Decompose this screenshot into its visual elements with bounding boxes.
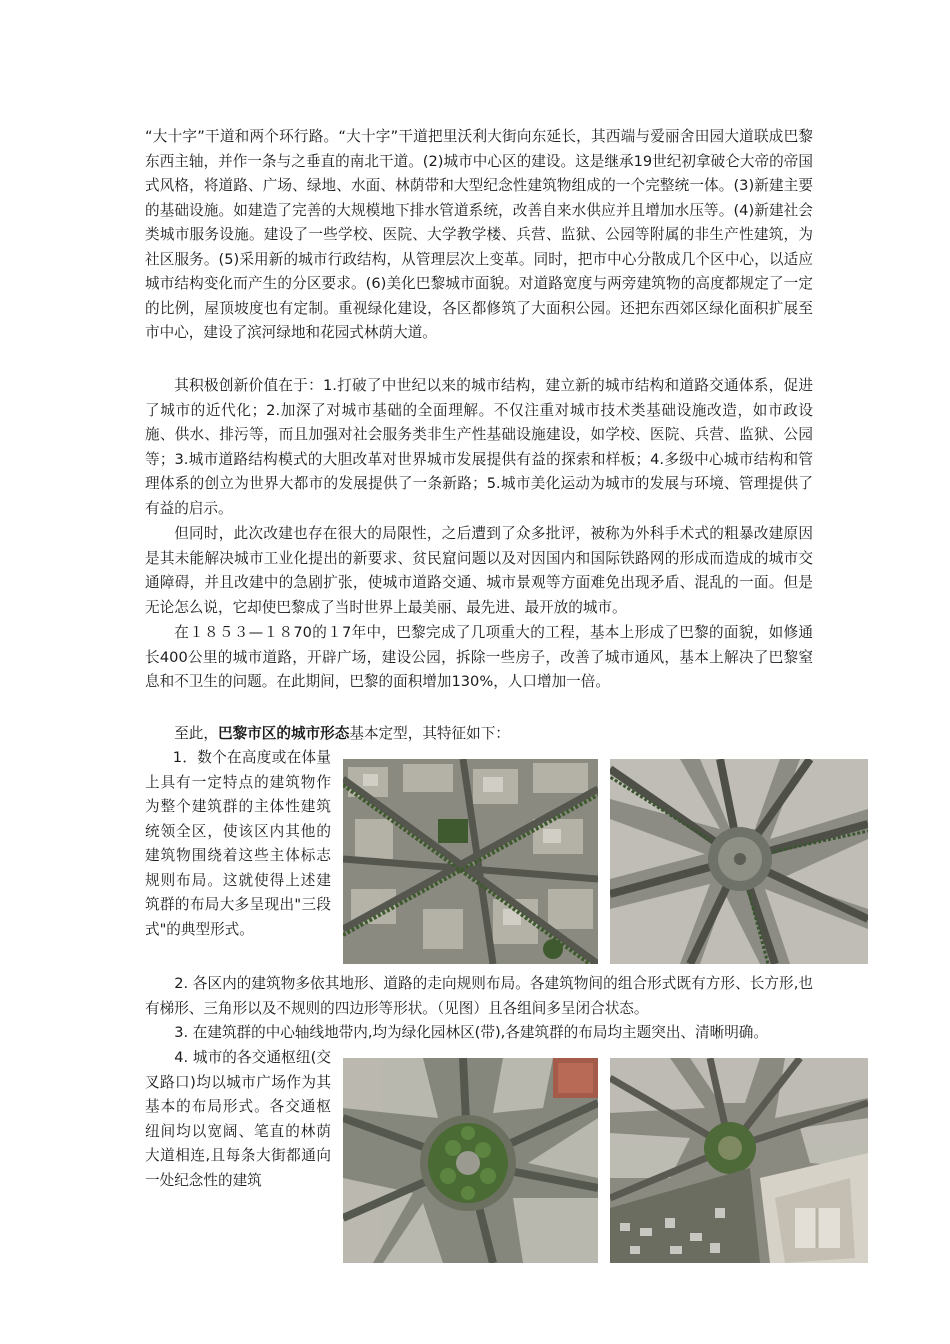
aerial-photo-diagonal-streets (343, 759, 598, 964)
intro-pre: 至此， (174, 725, 218, 742)
feature-item-1: 1．数个在高度或在体量上具有一定特点的建筑物作为整个建筑群的主体性建筑统领全区，使该区内其他的建筑物围绕着这些主体标志规则布局。这就使得上述建筑群的布局大多呈现出"三段式"的典型形式。 (145, 749, 331, 938)
aerial-photo-trocadero (610, 1058, 868, 1263)
paragraph-major-works: 在１８５３—１８70的１7年中，巴黎完成了几项重大的工程，基本上形成了巴黎的面貌，如修通长400公里的城市道路，开辟广场，建设公园，拆除一些房子，改善了城市通风，基本上解决了巴黎窒息和不卫生的问题。在此期间，巴黎的面积增加130%，人口增加一倍。 (145, 624, 813, 690)
feature-item-4: 4. 城市的各交通枢纽(交叉路口)均以城市广场作为其基本的布局形式。各交通枢纽间均以宽阔、笔直的林荫大道相连,且每条大街都通向一处纪念性的建筑 (145, 1049, 331, 1189)
feature-item-3: 3. 在建筑群的中心轴线地带内,均为绿化园林区(带),各建筑群的布局均主题突出、清晰明确。 (174, 1024, 768, 1041)
paragraph-features-intro (145, 722, 813, 747)
paragraph-innovation-value: 其积极创新价值在于：1.打破了中世纪以来的城市结构，建立新的城市结构和道路交通体系，促进了城市的近代化；2.加深了对城市基础的全面理解。不仅注重对城市技术类基础设施改造，如市政设施、供水、排污等，而且加强对社会服务类非生产性基础设施建设，如学校、医院、兵营、监狱、公园等；3.城市道路结构模式的大胆改革对世界城市发展提供有益的探索和样板；4.多级中心城市结构和管理体系的创立为世界大都市的发展提供了一条新路；5.城市美化运动为城市的发展与环境、管理提供了有益的启示。 (145, 377, 813, 517)
intro-post: 基本定型，其特征如下： (349, 725, 510, 742)
intro-bold-term: 巴黎市区的城市形态 (217, 725, 350, 742)
paragraph-reform-measures: “大十字”干道和两个环行路。“大十字”干道把里沃利大街向东延长，其西端与爱丽舍田园大道联成巴黎东西主轴，并作一条与之垂直的南北干道。(2)城市中心区的建设。这是继承19世纪初拿破仑大帝的帝国式风格，将道路、广场、绿地、水面、林荫带和大型纪念性建筑物组成的一个完整统一体。(3)新建主要的基础设施。如建造了完善的大规模地下排水管道系统，改善自来水供应并且增加水压等。(4)新建社会类城市服务设施。建设了一些学校、医院、大学教学楼、兵营、监狱、公园等附属的非生产性建筑，为社区服务。(5)采用新的城市行政结构，从管理层次上变革。同时，把市中心分散成几个区中心，以适应城市结构变化而产生的分区要求。(6)美化巴黎城市面貌。对道路宽度与两旁建筑物的高度都规定了一定的比例，屋顶坡度也有定制。重视绿化建设，各区都修筑了大面积公园。还把东西郊区绿化面积扩展至市中心，建设了滨河绿地和花园式林荫大道。 (145, 128, 813, 341)
aerial-photo-green-circle (343, 1058, 598, 1263)
feature-item-2: 2. 各区内的建筑物多依其地形、道路的走向规则布局。各建筑物间的组合形式既有方形、长方形,也有梯形、三角形以及不规则的四边形等形状。（见图）且各组间多呈闭合状态。 (145, 975, 813, 1017)
paragraph-limitations: 但同时，此次改建也存在很大的局限性，之后遭到了众多批评，被称为外科手术式的粗暴改建原因是其未能解决城市工业化提出的新要求、贫民窟问题以及对因国内和国际铁路网的形成而造成的城市交通障碍，并且改建中的急剧扩张，使城市道路交通、城市景观等方面难免出现矛盾、混乱的一面。但是无论怎么说，它却使巴黎成了当时世界上最美丽、最先进、最开放的城市。 (145, 525, 813, 616)
aerial-photo-star-roundabout (610, 759, 868, 964)
